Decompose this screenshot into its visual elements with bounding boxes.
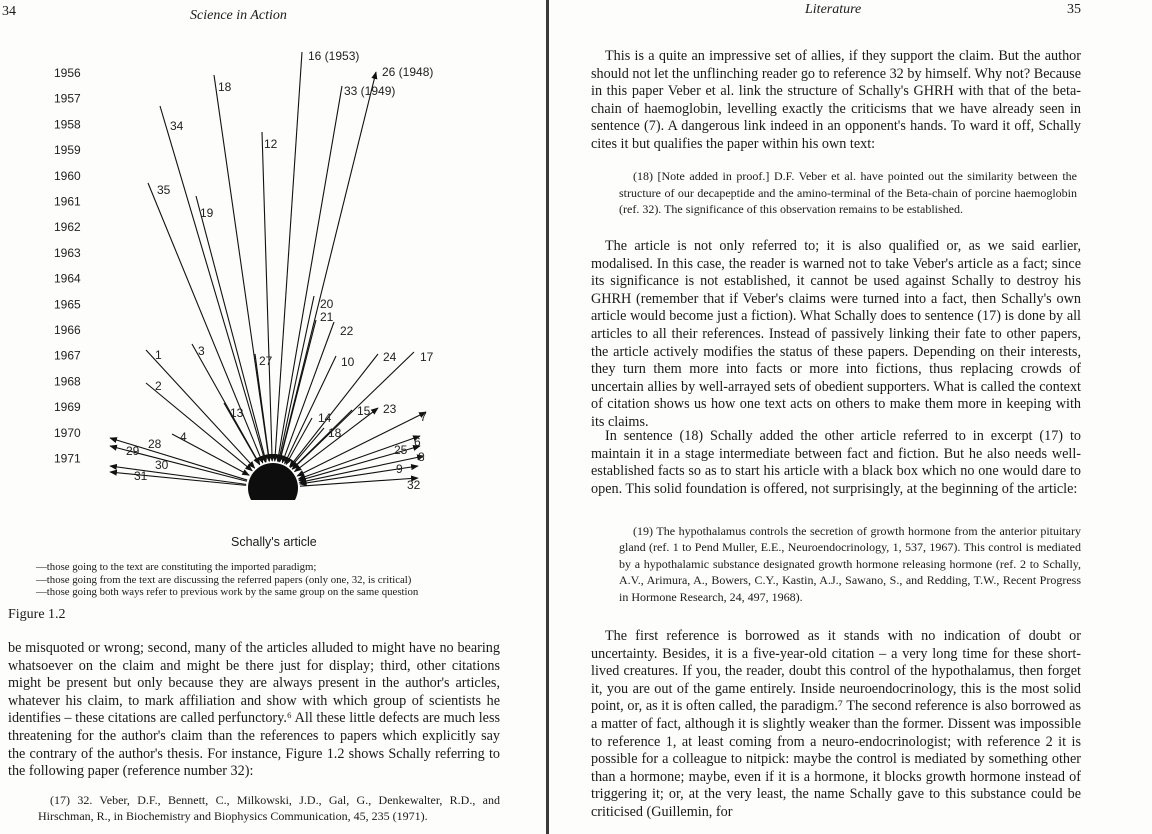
legend-line-2: —those going from the text are discussing the referred papers (only one, 32, is critical)	[36, 573, 412, 586]
reference-label: 4	[180, 430, 187, 444]
citation-line	[196, 196, 266, 462]
reference-label: 35	[157, 183, 171, 197]
citation-line	[282, 322, 334, 463]
year-label: 1962	[54, 220, 81, 235]
year-label: 1961	[54, 194, 81, 209]
left-page-number: 34	[2, 4, 16, 19]
reference-label: 26 (1948)	[382, 65, 434, 79]
citation-line	[214, 75, 269, 461]
reference-label: 25	[394, 443, 408, 457]
reference-label: 21	[320, 310, 334, 324]
reference-label: 34	[170, 119, 184, 133]
citation-figure	[0, 40, 546, 500]
reference-label: 28	[148, 437, 162, 451]
reference-label: 18	[328, 426, 342, 440]
right-paragraph-2: The article is not only referred to; it is also qualified or, as we said earlier, modalised. In this case, the reader is warned not to take Veber's article as a fact; since its significance is not established, it cannot be used against Schally to destroy his GHRH (remember that if Veber's claims were turned into a fact, then Schally's own article would become just a fiction). What Schally does to sentence (17) is done by all articles to all their references. Instead of passively linking their fate to other papers, the article actively modifies the status of these papers. Depending on their interests, they turn them more into facts or more into fictions, thus replacing crowds of uncertain allies by well-arrayed sets of obedient supporters. What is called the context of citation shows us how one text acts on others to make them more in keeping with its claims.	[591, 238, 1081, 430]
right-paragraph-4: The first reference is borrowed as it stands with no indication of doubt or uncertainty. Besides, it is a five-year-old citation – a very long time for these short-lived creatures. If you, the reader, doubt this control of the hypothalamus, then forget it, you are out of the game entirely. Inside neuroendocrinology, this is the most solid point, or, as it is often called, the paradigm.⁷ The second reference is also borrowed as a matter of fact, although it is slightly weaker than the former. Dissent was impossible to reference 1, at least coming from a neuro-endocrinologist; with reference 2 it is possible for a colleague to nitpick: maybe the control is mediated by something other than a hormone; maybe, even if it is a hormone, it blocks growth hormone instead of triggering it; or, at the very least, the name Schally gave to this substance could be criticised (Guillemin, for	[591, 628, 1081, 820]
year-label: 1967	[54, 348, 81, 363]
reference-label: 32	[407, 478, 421, 492]
reference-label: 18	[218, 80, 232, 94]
reference-label: 9	[396, 462, 403, 476]
reference-label: 19	[200, 206, 214, 220]
reference-label: 33 (1949)	[344, 84, 396, 98]
year-label: 1960	[54, 168, 81, 183]
citation-line	[148, 183, 263, 463]
schally-article-node	[248, 463, 298, 500]
citation-line	[110, 466, 246, 484]
reference-label: 22	[340, 324, 354, 338]
right-page	[549, 0, 1152, 834]
citation-line	[300, 478, 418, 486]
reference-label: 30	[155, 458, 169, 472]
right-paragraph-3: In sentence (18) Schally added the other article referred to in excerpt (17) to maintain it in a stage intermediate between fact and fiction. But he also needs well-established facts so as to start his article with a black box which no one would dare to open. This solid foundation is offered, not surprisingly, at the beginning of the article:	[591, 428, 1081, 497]
legend-line-3: —those going both ways refer to previous work by the same group on the same question	[36, 586, 419, 598]
year-label: 1965	[54, 297, 81, 312]
reference-label: 12	[264, 137, 278, 151]
year-label: 1971	[54, 451, 81, 466]
reference-label: 17	[420, 350, 434, 364]
figure-legend	[36, 561, 418, 599]
left-running-head: Science in Action	[190, 8, 287, 23]
year-label: 1956	[54, 66, 81, 80]
reference-label: 10	[341, 355, 355, 369]
reference-label: 2	[155, 379, 162, 393]
left-body-paragraph: be misquoted or wrong; second, many of the articles alluded to might have no bearing whatsoever on the claim and might be there just for display; third, other citations might be present but only because they are always present in the author's articles, whatever his claim, to mark affiliation and show with which group of scientists he identifies – these citations are called perfunctory.⁶ All these little defects are much less threatening for the author's claim than the references to papers which explicitly say the contrary of the author's thesis. For instance, Figure 1.2 shows Schally referring to the following paper (reference number 32):	[8, 640, 500, 780]
excerpt-18: (18) [Note added in proof.] D.F. Veber et al. have pointed out the similarity between the structure of our decapeptide and the amino-terminal of the Beta-chain of porcine haemoglobin (ref. 32). The significance of this observation remains to be established.	[619, 169, 1077, 216]
year-label: 1968	[54, 374, 81, 389]
excerpt-19: (19) The hypothalamus controls the secretion of growth hormone from the anterior pituitary gland (ref. 1 to Pend Muller, E.E., Neuroendocrinology, 1, 537, 1967). This control is mediated by a hypothalamic substance designated growth hormone releasing hormone (ref. 2 to Schally, A.V., Arimura, A., Bowers, C.Y., Kastin, A.J., Sawano, S., and Redding, T.W., Recent Progress in Hormone Research, 24, 497, 1968).	[619, 524, 1081, 604]
excerpt-17: (17) 32. Veber, D.F., Bennett, C., Milkowski, J.D., Gal, G., Denkewalter, R.D., and Hirschman, R., in Biochemistry and Biophysics Communication, 45, 235 (1971).	[38, 793, 500, 823]
reference-label: 6	[414, 435, 421, 449]
reference-label: 3	[198, 344, 205, 358]
reference-label: 31	[134, 469, 148, 483]
year-label: 1964	[54, 271, 81, 286]
citation-line	[262, 132, 272, 461]
right-running-head: Literature	[805, 2, 862, 17]
year-label: 1969	[54, 400, 81, 415]
year-label: 1959	[54, 143, 81, 158]
year-label: 1957	[54, 91, 81, 106]
reference-label: 7	[420, 410, 427, 424]
legend-line-1: —those going to the text are constituting the imported paradigm;	[36, 561, 317, 573]
reference-label: 24	[383, 350, 397, 364]
reference-label: 1	[155, 348, 162, 362]
reference-label: 23	[383, 402, 397, 416]
reference-label: 13	[230, 406, 244, 420]
reference-label: 27	[259, 354, 273, 368]
year-label: 1970	[54, 425, 81, 440]
reference-label: 29	[126, 444, 140, 458]
citation-line	[160, 106, 265, 462]
figure-label: Figure 1.2	[8, 607, 66, 622]
year-label: 1966	[54, 323, 81, 337]
year-label: 1958	[54, 117, 81, 132]
right-paragraph-1: This is a quite an impressive set of allies, if they support the claim. But the author should not let the unflinching reader go to reference 32 by himself. Why not? Because in this paper Veber et al. link the structure of Schally's GHRH with that of the beta-chain of haemoglobin, levelling exactly the criticisms that we have already seen in sentence (7). A dangerous link indeed in an opponent's hands. To ward it off, Schally cites it but qualifies the paper within his own text:	[591, 48, 1081, 152]
right-page-number: 35	[1067, 2, 1081, 17]
reference-label: 14	[318, 411, 332, 425]
reference-label: 16 (1953)	[308, 49, 360, 63]
figure-caption: Schally's article	[231, 535, 317, 549]
left-page	[0, 0, 546, 834]
reference-label: 8	[418, 450, 425, 464]
year-label: 1963	[54, 245, 81, 260]
reference-label: 20	[320, 297, 334, 311]
reference-label: 15	[357, 404, 371, 418]
